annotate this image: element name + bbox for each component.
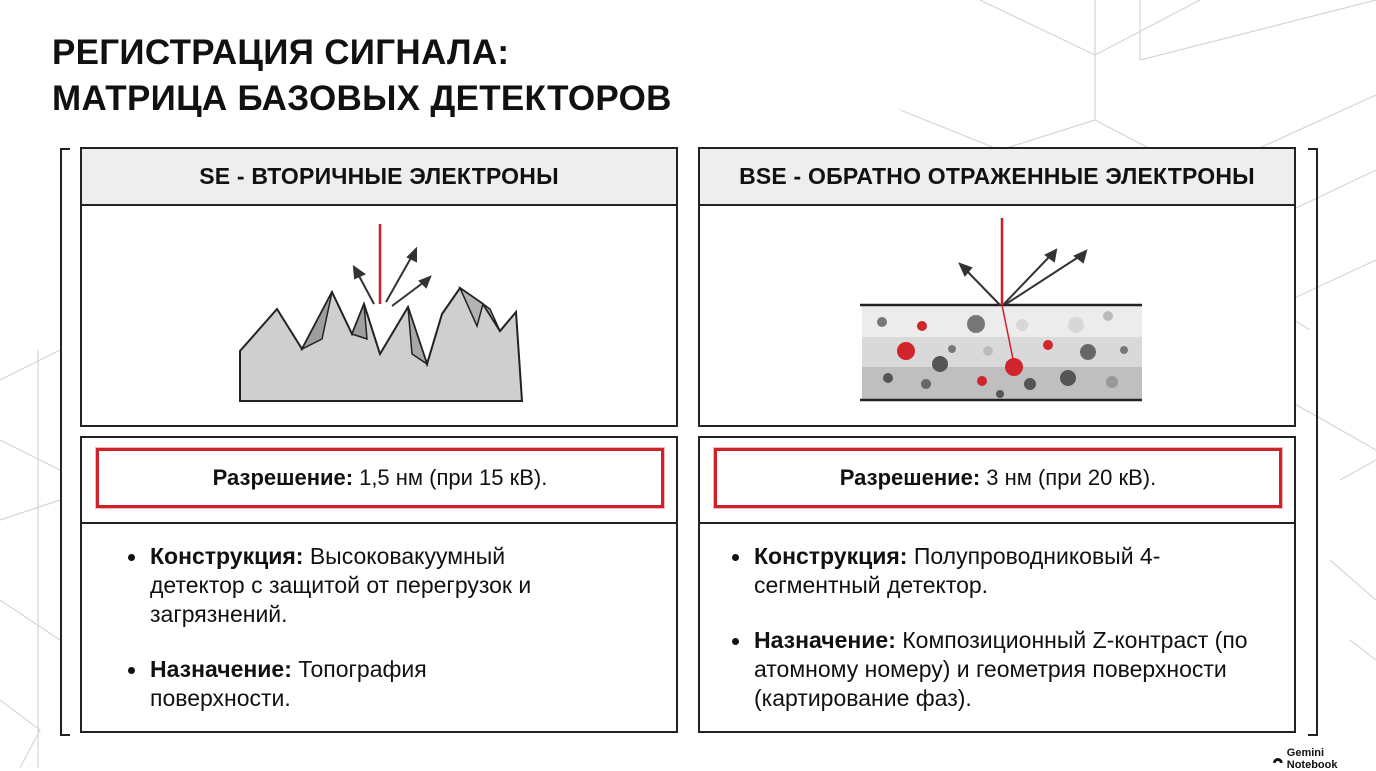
right-bracket [1308,148,1318,736]
list-item [716,626,1266,713]
bse-resolution-label: Разрешение: [839,465,981,490]
bse-resolution-value: 3 нм (при 20 кВ). [986,465,1157,490]
bse-card-heading: BSE - ОБРАТНО ОТРАЖЕННЫЕ ЭЛЕКТРОНЫ [700,149,1294,206]
gemini-notebook-icon [1272,755,1284,764]
se-resolution-value: 1,5 нм (при 15 кВ). [359,465,548,490]
bse-features-list [716,542,1266,739]
title-line-1: РЕГИСТРАЦИЯ СИГНАЛА: [52,33,510,72]
branding-label: Gemini Notebook [1286,747,1338,771]
se-resolution-box [96,448,664,508]
list-item [112,655,562,713]
se-card-heading: SE - ВТОРИЧНЫЕ ЭЛЕКТРОНЫ [82,149,676,206]
se-topography-illustration [82,204,676,425]
item-label: Конструкция: [754,543,908,569]
item-label: Назначение: [754,627,896,653]
list-item [112,542,562,629]
page-title [52,30,672,122]
se-divider [82,522,676,524]
bse-info-card [698,436,1296,733]
branding [1272,747,1376,771]
se-resolution-label: Разрешение: [212,465,354,490]
item-text: Композиционный Z-контраст (по атомному номеру) и геометрия поверхности (картирование фаз). [754,627,1248,711]
item-text: Полупроводниковый 4-сегментный детектор. [754,543,1161,598]
title-line-2: МАТРИЦА БАЗОВЫХ ДЕТЕКТОРОВ [52,79,672,118]
item-label: Назначение: [150,656,292,682]
bse-divider [700,522,1294,524]
left-bracket [60,148,70,736]
item-text: Топография поверхности. [150,656,427,711]
se-detector-card [80,147,678,427]
bse-resolution-box [714,448,1282,508]
bse-detector-card [698,147,1296,427]
se-info-card [80,436,678,733]
item-text: Высоковакуумный детектор с защитой от перегрузок и загрязнений. [150,543,532,627]
item-label: Конструкция: [150,543,304,569]
bse-composition-illustration [700,204,1294,425]
list-item [716,542,1266,600]
se-features-list [112,542,562,739]
